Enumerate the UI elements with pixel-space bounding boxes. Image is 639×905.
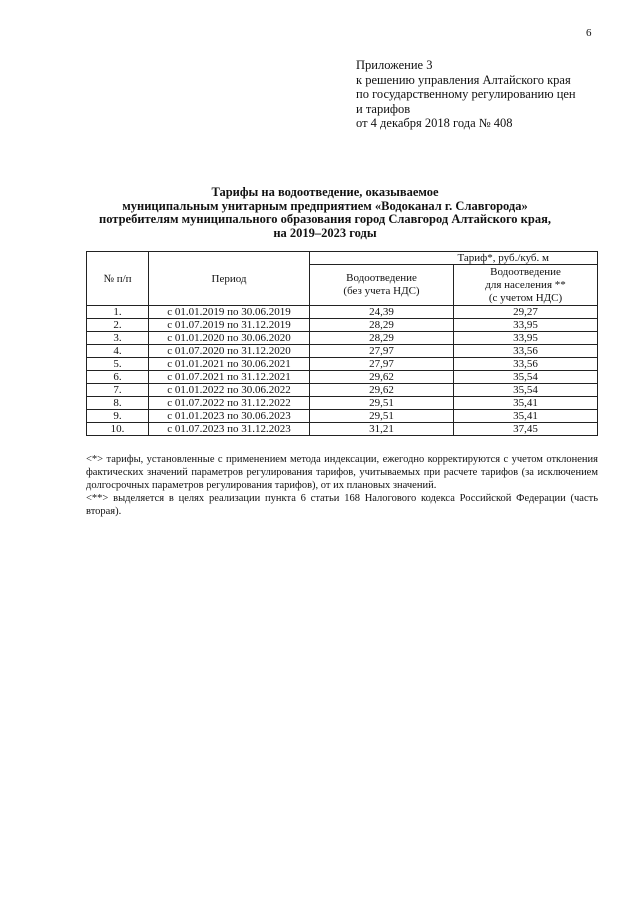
tariff-table [86, 251, 598, 436]
row-tariff-with-vat: 33,56 [454, 358, 598, 371]
row-tariff-without-vat: 29,62 [310, 371, 454, 384]
row-tariff-with-vat: 33,95 [454, 319, 598, 332]
column-header-with-vat [454, 265, 598, 306]
table-row [87, 319, 598, 332]
header-line: Водоотведение [490, 265, 561, 278]
document-title [40, 186, 610, 240]
row-tariff-without-vat: 28,29 [310, 332, 454, 345]
column-group-header-tariff: Тариф*, руб./куб. м [310, 252, 598, 265]
row-period: с 01.01.2023 по 30.06.2023 [149, 410, 310, 423]
row-tariff-without-vat: 28,29 [310, 319, 454, 332]
appendix-line: и тарифов [356, 101, 411, 116]
column-header-number: № п/п [87, 252, 149, 306]
title-line: потребителям муниципального образования город Славгород Алтайского края, [99, 212, 551, 226]
appendix-line: по государственному регулированию цен [356, 87, 576, 101]
row-tariff-with-vat: 37,45 [454, 423, 598, 436]
title-line: на 2019–2023 годы [273, 225, 377, 240]
row-tariff-with-vat: 33,56 [454, 345, 598, 358]
table-row [87, 306, 598, 319]
row-tariff-without-vat: 27,97 [310, 345, 454, 358]
appendix-line: к решению управления Алтайского края [356, 72, 571, 87]
footnote-indexation: <*> тарифы, установленные с применением метода индексации, ежегодно корректируются с учетом отклонения фактических значений параметров регулирования тарифов, учитываемых при расчете тарифов (за исключением долгосрочных параметров регулирования тарифов), от их плановых значений. [86, 454, 598, 491]
column-header-without-vat [310, 265, 454, 306]
row-tariff-with-vat: 35,54 [454, 371, 598, 384]
row-number: 8. [87, 397, 149, 410]
row-tariff-with-vat: 35,54 [454, 384, 598, 397]
table-row [87, 423, 598, 436]
table-row [87, 410, 598, 423]
appendix-header [356, 58, 576, 131]
row-tariff-without-vat: 31,21 [310, 423, 454, 436]
row-tariff-without-vat: 24,39 [310, 306, 454, 319]
appendix-line: Приложение 3 [356, 58, 433, 72]
row-tariff-without-vat: 29,51 [310, 410, 454, 423]
table-row [87, 397, 598, 410]
table-row [87, 384, 598, 397]
row-tariff-with-vat: 35,41 [454, 397, 598, 410]
row-tariff-with-vat: 29,27 [454, 306, 598, 319]
appendix-line: от 4 декабря 2018 года № 408 [356, 116, 513, 130]
header-line: (без учета НДС) [343, 285, 420, 297]
row-tariff-without-vat: 27,97 [310, 358, 454, 371]
page-number: 6 [586, 27, 592, 39]
row-period: с 01.01.2022 по 30.06.2022 [149, 384, 310, 397]
row-number: 6. [87, 371, 149, 384]
header-line: для населения ** [485, 278, 566, 291]
column-header-period: Период [149, 252, 310, 306]
row-number: 10. [87, 423, 149, 436]
row-period: с 01.07.2019 по 31.12.2019 [149, 319, 310, 332]
header-line: (с учетом НДС) [488, 291, 563, 304]
row-tariff-with-vat: 33,95 [454, 332, 598, 345]
row-number: 4. [87, 345, 149, 358]
row-period: с 01.07.2020 по 31.12.2020 [149, 345, 310, 358]
title-line: муниципальным унитарным предприятием «Водоканал г. Славгорода» [122, 198, 528, 213]
table-header-row [87, 252, 598, 265]
row-period: с 01.01.2020 по 30.06.2020 [149, 332, 310, 345]
row-number: 7. [87, 384, 149, 397]
row-number: 5. [87, 358, 149, 371]
row-period: с 01.07.2022 по 31.12.2022 [149, 397, 310, 410]
table-row [87, 332, 598, 345]
row-tariff-without-vat: 29,62 [310, 384, 454, 397]
header-line: Водоотведение [346, 272, 417, 284]
row-tariff-without-vat: 29,51 [310, 397, 454, 410]
footnotes [86, 453, 598, 518]
row-period: с 01.07.2023 по 31.12.2023 [149, 423, 310, 436]
table-row [87, 345, 598, 358]
row-period: с 01.07.2021 по 31.12.2021 [149, 371, 310, 384]
table-row [87, 358, 598, 371]
row-period: с 01.01.2019 по 30.06.2019 [149, 306, 310, 319]
row-tariff-with-vat: 35,41 [454, 410, 598, 423]
footnote-vat: <**> выделяется в целях реализации пункта 6 статьи 168 Налогового кодекса Российской Федерации (часть вторая). [86, 493, 598, 517]
row-number: 1. [87, 306, 149, 319]
row-number: 2. [87, 319, 149, 332]
title-line: Тарифы на водоотведение, оказываемое [211, 185, 439, 199]
row-number: 3. [87, 332, 149, 345]
row-number: 9. [87, 410, 149, 423]
table-row [87, 371, 598, 384]
row-period: с 01.01.2021 по 30.06.2021 [149, 358, 310, 371]
